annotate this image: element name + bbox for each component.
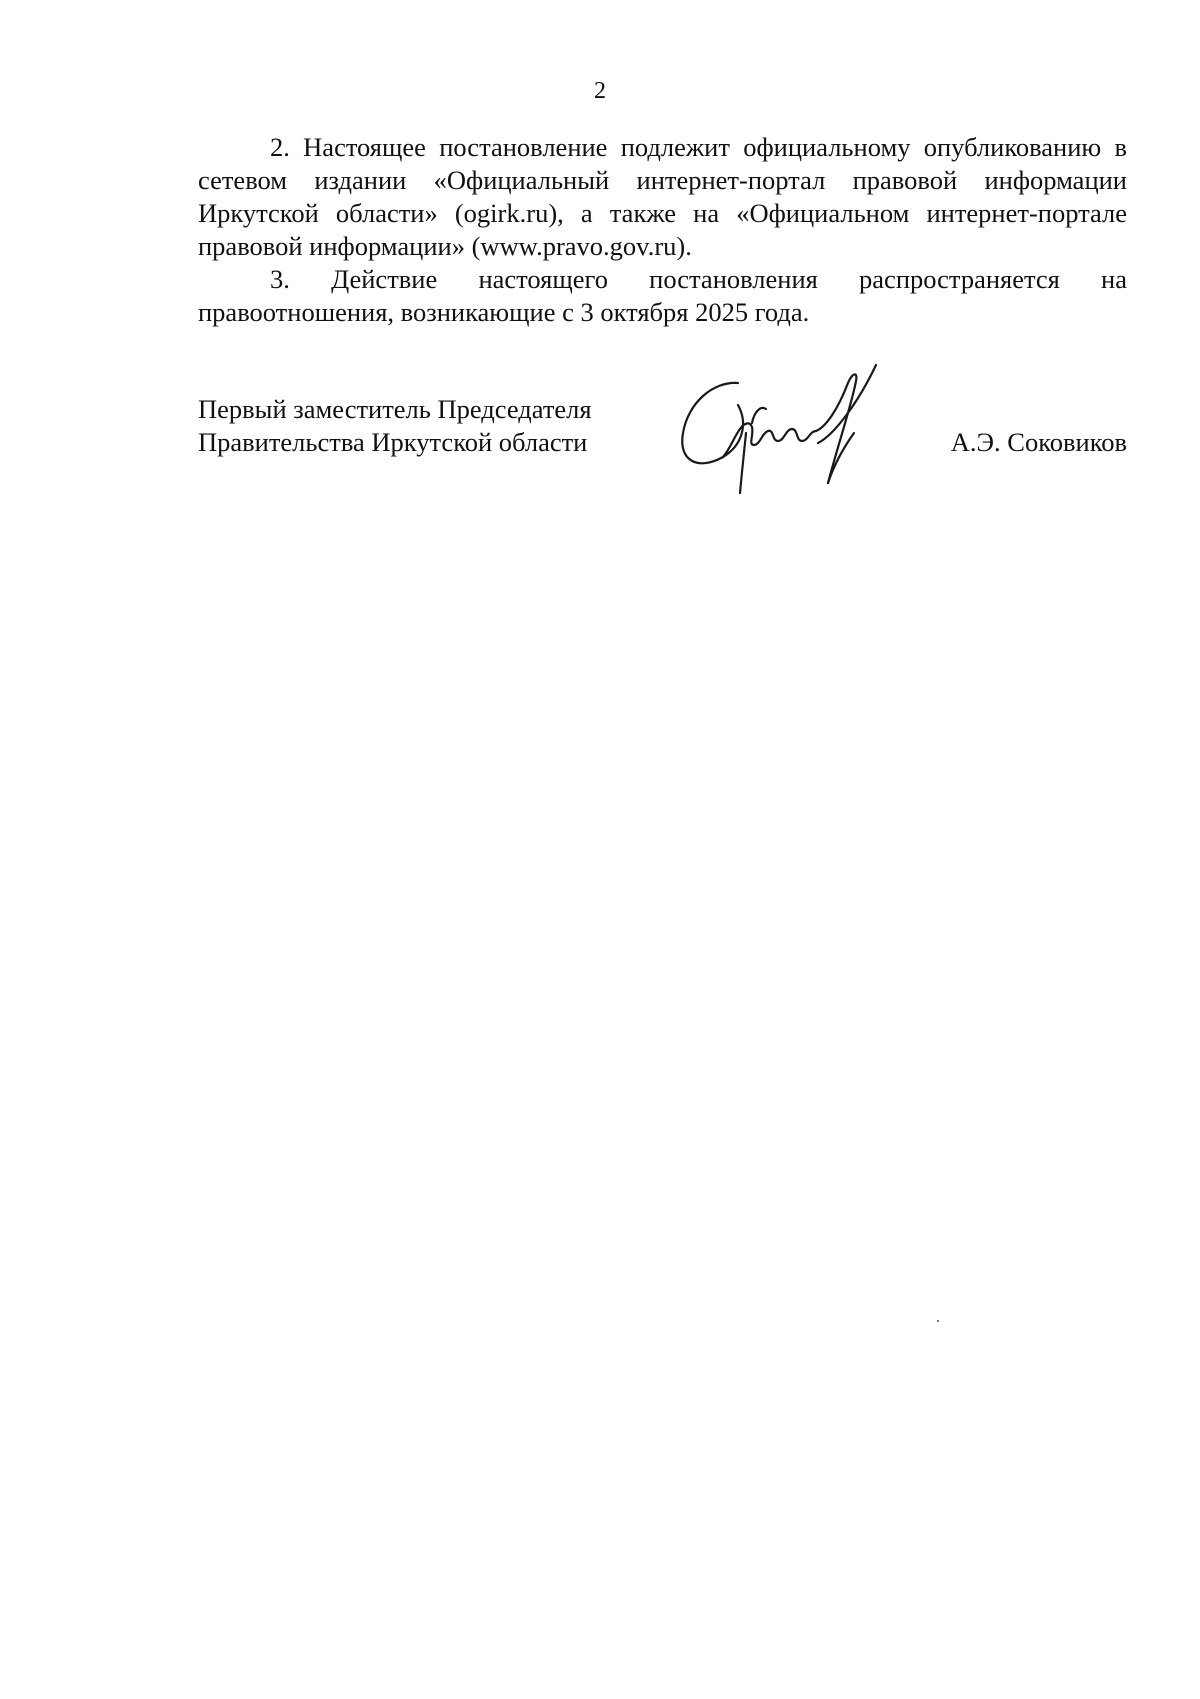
signer-name: А.Э. Соковиков [950,427,1127,457]
scan-speck [937,1320,939,1322]
signer-position-line-1: Первый заместитель Председателя [198,394,592,424]
document-body [198,131,1127,329]
signer-position [198,393,592,459]
handwritten-signature [668,353,918,503]
page-number: 2 [594,78,606,104]
paragraph-publication: 2. Настоящее постановление подлежит официальному опубликованию в сетевом издании «Официальный интернет-портал правовой информации Иркутской области» (ogirk.ru), а также на «Официальном интернет-портале правовой информации» (www.pravo.gov.ru). [198,132,1127,261]
signer-position-line-2: Правительства Иркутской области [198,427,588,457]
paragraph-effective-date: 3. Действие настоящего постановления распространяется на правоотношения, возникающие с 3 октября 2025 года. [198,264,1127,327]
signature-block [198,393,1127,503]
